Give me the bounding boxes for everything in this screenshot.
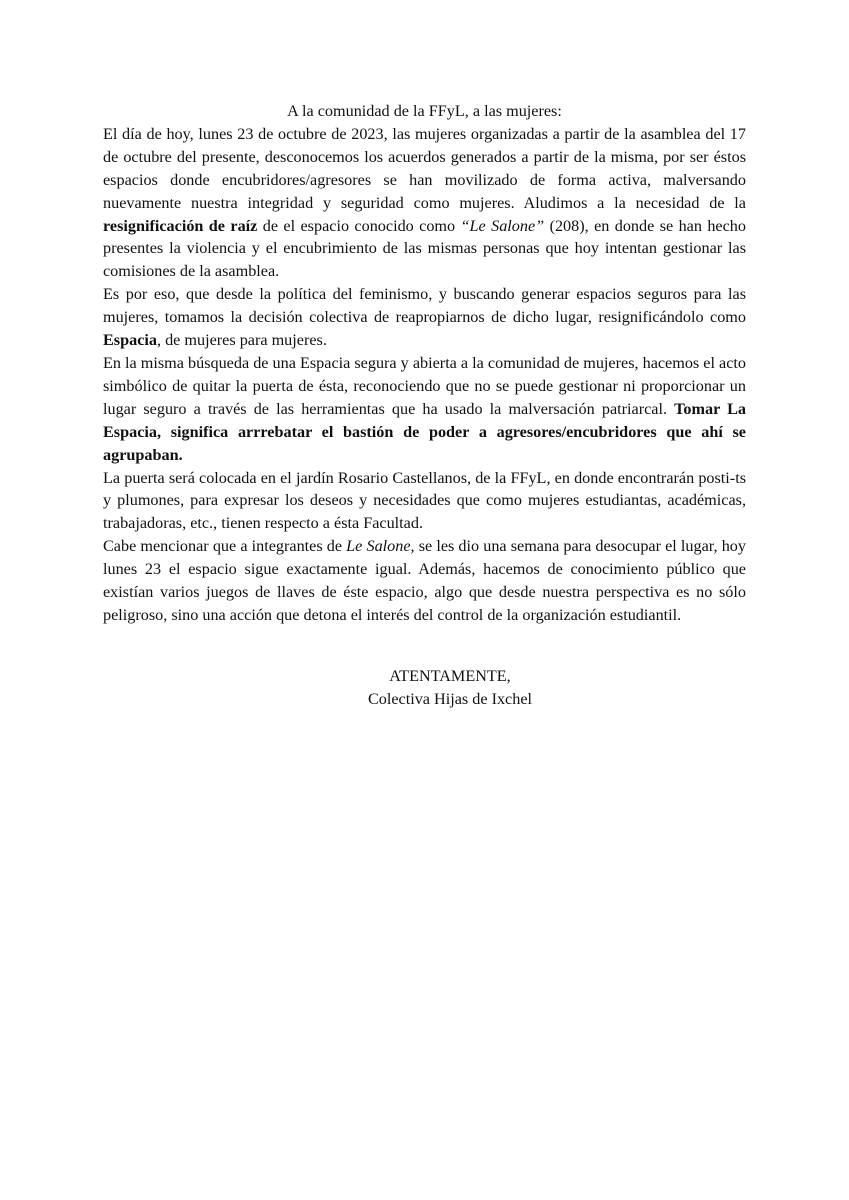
paragraph-1-bold: resignificación de raíz (103, 216, 258, 235)
signature: Colectiva Hijas de Ixchel (367, 689, 533, 708)
paragraph-4: La puerta será colocada en el jardín Rosario Castellanos, de la FFyL, en donde encontrarán posti-ts y plumones, para expresar los deseos y necesidades que como mujeres estudiantas, académicas, trabajadoras, etc., tienen respecto a ésta Facultad. (103, 468, 746, 533)
paragraph-1-text-b: de el espacio conocido como (257, 216, 461, 235)
paragraph-2 (103, 283, 746, 352)
salutation: A la comunidad de la FFyL, a las mujeres: (287, 102, 562, 120)
paragraph-1-italic: “Le Salone” (460, 216, 545, 235)
paragraph-2-bold: Espacia (103, 331, 157, 350)
paragraph-3-text-a: En la misma búsqueda de una Espacia segura y abierta a la comunidad de mujeres, hacemos el acto simbólico de quitar la puerta de ésta, reconociendo que no se puede gestionar ni proporcionar un lugar seguro a través de las herramientas que ha usado la malversación patriarcal. (103, 353, 746, 418)
letter-body (103, 100, 746, 627)
paragraph-3 (103, 352, 746, 467)
paragraph-2-text-a: Es por eso, que desde la política del feminismo, y buscando generar espacios seguros para las mujeres, tomamos la decisión colectiva de reapropiarnos de dicho lugar, resignificándolo como (103, 285, 746, 327)
paragraph-5-italic: Le Salone, (346, 537, 415, 556)
closing-block (103, 665, 797, 711)
paragraph-1-text-a: El día de hoy, lunes 23 de octubre de 2023, las mujeres organizadas a partir de la asamblea del 17 de octubre del presente, desconocemos los acuerdos generados a partir de la misma, por ser éstos espacios donde encubridores/agresores se han movilizado de forma activa, malversando nuevamente nuestra integridad y seguridad como mujeres. Aludimos a la necesidad de la (103, 124, 746, 212)
paragraph-1-text-c: (208), en donde se han hecho presentes la violencia y el encubrimiento de las mismas personas que hoy intentan gestionar las comisiones de la asamblea. (103, 216, 746, 281)
paragraph-1 (103, 123, 746, 283)
paragraph-5 (103, 535, 746, 627)
closing: ATENTAMENTE, (389, 667, 511, 685)
paragraph-5-text-a: Cabe mencionar que a integrantes de (103, 537, 347, 556)
paragraph-3-bold: Tomar La Espacia, significa arrrebatar el bastión de poder a agresores/encubridores que ahí se agrupaban. (103, 399, 747, 464)
paragraph-2-text-b: , de mujeres para mujeres. (156, 331, 327, 350)
paragraph-5-text-b: se les dio una semana para desocupar el lugar, hoy lunes 23 el espacio sigue exactamente igual. Además, hacemos de conocimiento público que existían varios juegos de llaves de éste espacio, algo que desde nuestra perspectiva es no sólo peligroso, sino una acción que detona el interés del control de la organización estudiantil. (103, 537, 746, 624)
